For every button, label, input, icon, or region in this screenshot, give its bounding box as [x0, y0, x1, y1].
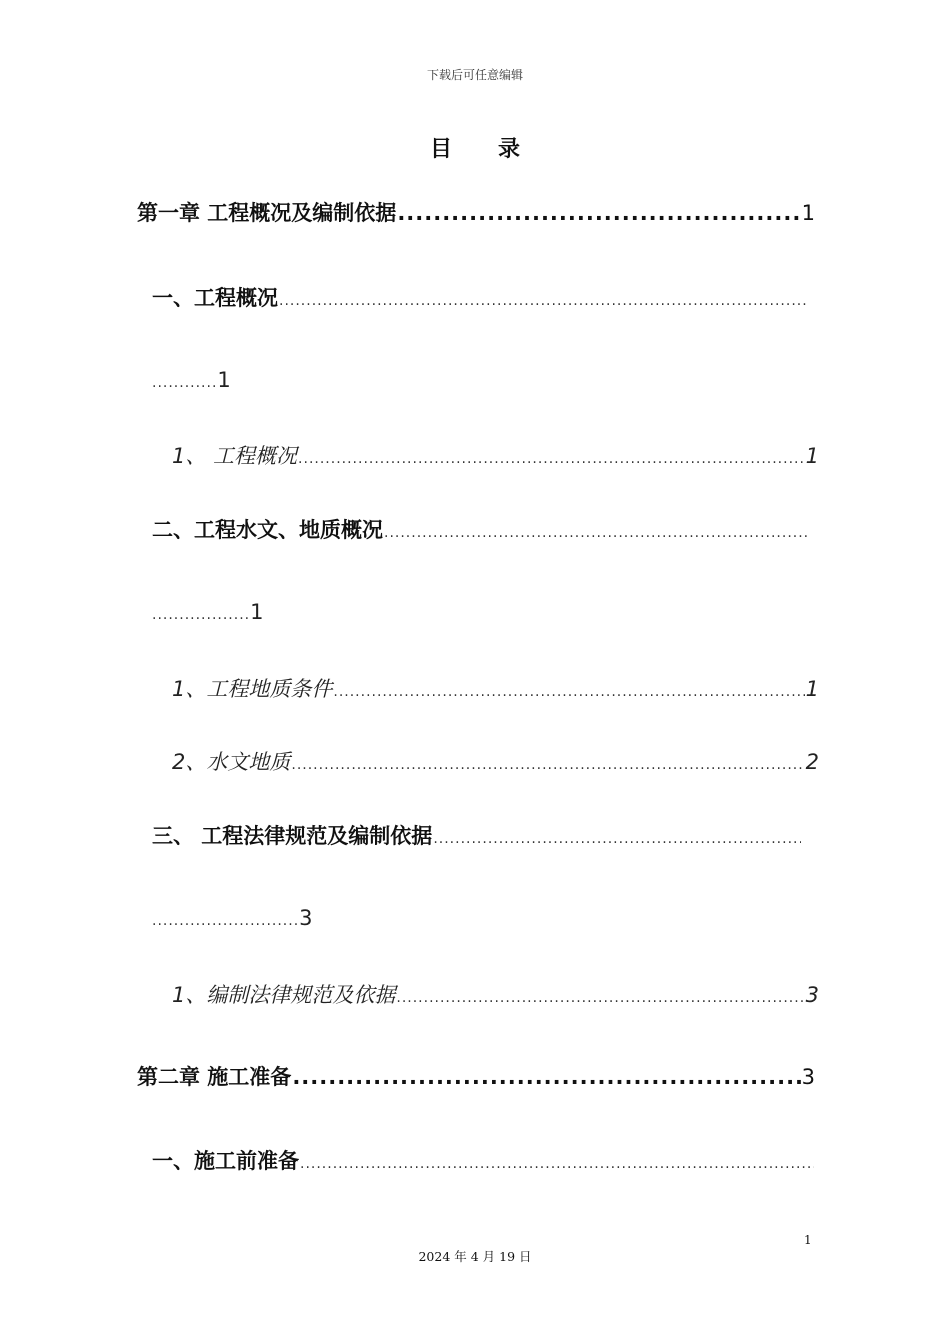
dot-leader [384, 525, 808, 541]
toc-entry-label: 第一章 工程概况及编制依据 [137, 201, 397, 225]
toc-entry-page: 1 [805, 677, 819, 701]
toc-entry-chapter-2[interactable] [137, 1061, 815, 1091]
dot-leader [291, 757, 804, 773]
dot-leader [433, 831, 801, 847]
toc-entry-continuation[interactable] [152, 600, 263, 624]
toc-entry-item[interactable] [172, 979, 819, 1009]
footer-date: 2024 年 4 月 19 日 [418, 1249, 532, 1264]
dot-leader [300, 1156, 814, 1172]
toc-entry-label: 1、工程地质条件 [172, 677, 333, 701]
toc-entry-page: 2 [805, 750, 819, 774]
toc-entry-item[interactable] [172, 673, 819, 703]
header-note: 下载后可任意编辑 [426, 68, 523, 82]
toc-entry-label: 1、 工程概况 [172, 444, 298, 468]
toc-entry-item[interactable] [172, 746, 819, 776]
toc-entry-page: 1 [250, 600, 264, 624]
dot-leader [292, 1065, 800, 1089]
toc-entry-label: 1、编制法律规范及依据 [172, 983, 396, 1007]
toc-entry-label: 第二章 施工准备 [137, 1065, 292, 1089]
toc-entry-page: 3 [801, 1065, 815, 1089]
dot-leader [298, 451, 805, 467]
toc-entry-chapter-1[interactable] [137, 197, 815, 227]
dot-leader: .................. [152, 607, 251, 623]
toc-entry-page: 3 [805, 983, 819, 1007]
dot-leader: ........................... [152, 913, 300, 929]
page-number: 1 [804, 1233, 812, 1247]
toc-entry-label: 二、工程水文、地质概况 [152, 518, 383, 542]
toc-entry-label: 一、施工前准备 [152, 1149, 299, 1173]
dot-leader [333, 684, 804, 700]
dot-leader [397, 201, 800, 225]
toc-title-left: 目 [429, 137, 452, 162]
toc-title [0, 132, 950, 163]
toc-entry-section[interactable] [152, 820, 802, 850]
toc-entry-label: 2、水文地质 [172, 750, 291, 774]
toc-entry-page: 1 [217, 368, 231, 392]
toc-entry-label: 一、工程概况 [152, 286, 278, 310]
toc-entry-section[interactable] [152, 1145, 815, 1175]
dot-leader [279, 293, 808, 309]
dot-leader: ............ [152, 375, 218, 391]
toc-entry-item[interactable] [172, 440, 819, 470]
toc-entry-section[interactable] [152, 282, 809, 312]
toc-entry-section[interactable] [152, 514, 809, 544]
toc-entry-page: 1 [805, 444, 819, 468]
dot-leader [396, 990, 804, 1006]
toc-entry-label: 三、 工程法律规范及编制依据 [152, 824, 433, 848]
toc-entry-continuation[interactable] [152, 368, 231, 392]
toc-entry-page: 1 [801, 201, 815, 225]
toc-entry-continuation[interactable] [152, 906, 313, 930]
toc-title-right: 录 [498, 137, 521, 162]
toc-entry-page: 3 [299, 906, 313, 930]
